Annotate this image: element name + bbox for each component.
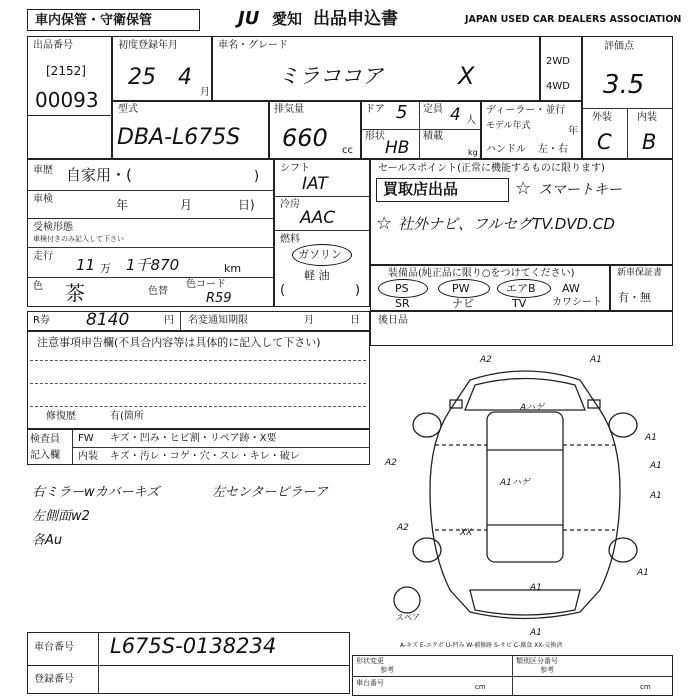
load-unit: kg bbox=[468, 148, 478, 157]
score-value: 3.5 bbox=[603, 70, 645, 100]
equipment-label: 装備品(純正品に限り○をつけてください) bbox=[388, 268, 575, 279]
note-a1-hage: A1ハゲ bbox=[500, 478, 530, 488]
sales-point-box bbox=[370, 159, 673, 265]
acceptance-label: 受検形態 bbox=[33, 222, 73, 233]
diagram-legend: A-キズ E-エクボ U-凹み W-補修跡 S-サビ C-腐食 XX-交換済 bbox=[400, 642, 563, 649]
wheel-front-right bbox=[609, 413, 637, 437]
mileage-unit: km bbox=[224, 262, 242, 275]
shift-value: IAT bbox=[302, 174, 328, 194]
sales-point-star-1: ☆ bbox=[515, 178, 532, 199]
history-close: ) bbox=[254, 169, 260, 184]
mark-7: A2 bbox=[397, 523, 409, 533]
mark-11: A1 bbox=[530, 628, 542, 638]
spare-tire bbox=[394, 587, 420, 613]
displacement-label: 排気量 bbox=[274, 104, 304, 115]
car-rear bbox=[470, 590, 580, 615]
displacement: 660 bbox=[282, 124, 328, 152]
body-value: HB bbox=[385, 138, 410, 158]
wheel-rear-right bbox=[609, 538, 637, 562]
sales-point-star-2: ☆ bbox=[376, 213, 393, 234]
mark-2: A1 bbox=[590, 355, 602, 365]
capacity-value: 4 bbox=[450, 105, 461, 125]
interior-score: B bbox=[642, 130, 657, 154]
cm-unit-1: cm bbox=[475, 683, 486, 691]
exterior-label: 外装 bbox=[592, 112, 612, 123]
fuel-paren-right: ) bbox=[355, 283, 361, 298]
lot-label: 出品番号 bbox=[33, 40, 73, 51]
color-value: 茶 bbox=[65, 281, 85, 305]
storage-label: 車内保管・守衛保管 bbox=[35, 13, 153, 28]
cooling-label: 冷房 bbox=[280, 199, 300, 210]
interior-check-items: キズ・汚レ・コゲ・穴・スレ・キレ・破レ bbox=[110, 451, 300, 462]
handle-label: ハンドル bbox=[486, 144, 526, 155]
after-day-box bbox=[370, 311, 673, 346]
fuel-diesel: 軽 油 bbox=[304, 269, 330, 282]
acceptance-sub: 車検付きのみ記入して下さい bbox=[33, 235, 124, 243]
mark-6: A1 bbox=[650, 491, 662, 501]
mileage-man-unit: 万 bbox=[100, 262, 111, 275]
deadline-day: 日 bbox=[350, 315, 360, 326]
body-label: 形状 bbox=[365, 131, 385, 142]
color-label: 色 bbox=[33, 281, 43, 292]
lot-number: 00093 bbox=[35, 88, 99, 112]
deadline-label: 名変通知期限 bbox=[188, 315, 248, 326]
mark-8: A1 bbox=[637, 568, 649, 578]
ju-logo: JU bbox=[238, 8, 260, 29]
handle-options: 左・右 bbox=[538, 144, 568, 155]
mark-10: A1 bbox=[530, 583, 542, 593]
model-code-label: 型式 bbox=[118, 104, 138, 115]
sales-point-buyer: 買取店出品 bbox=[383, 180, 459, 198]
handwritten-note-4: 各Au bbox=[32, 533, 63, 548]
recycle-unit: 円 bbox=[164, 315, 174, 326]
chassis-label: 車台番号 bbox=[34, 642, 74, 653]
chassis-change-label: 車台番号 bbox=[356, 679, 384, 687]
category-change-label: 類別区分番号 bbox=[516, 657, 558, 665]
repair-label: 修復歴 bbox=[46, 411, 76, 422]
exterior-score: C bbox=[597, 130, 612, 154]
inspection-month-unit: 月 bbox=[180, 198, 193, 212]
registration-year: 25 bbox=[128, 65, 156, 90]
score-label: 評価点 bbox=[604, 41, 634, 52]
equip-pw: PW bbox=[452, 282, 470, 295]
inspection-label: 車検 bbox=[33, 194, 53, 205]
note-a-hage: Aハゲ bbox=[520, 403, 545, 413]
equip-ps: PS bbox=[395, 282, 409, 295]
interior-label: 内装 bbox=[637, 112, 657, 123]
association-jp: 愛知 bbox=[272, 10, 303, 28]
drive-4wd: 4WD bbox=[546, 81, 570, 92]
wheel-rear-left bbox=[413, 538, 441, 562]
after-day-label: 後日品 bbox=[378, 315, 408, 326]
plate-box bbox=[27, 666, 350, 694]
form-change-ref: 参考 bbox=[380, 666, 394, 674]
cm-unit-2: cm bbox=[640, 683, 651, 691]
mark-9: XX bbox=[460, 528, 473, 538]
color-code: R59 bbox=[206, 291, 232, 306]
model-year-label: モデル年式 bbox=[486, 121, 531, 131]
recycle-label: R券 bbox=[33, 315, 50, 326]
dealer-label: ディーラー・並行 bbox=[486, 105, 566, 116]
capacity-label: 定員 bbox=[423, 104, 443, 115]
color-change-label: 色替 bbox=[148, 286, 168, 297]
handwritten-note-1: 右ミラーwカバーキズ bbox=[32, 485, 160, 500]
lot-stub bbox=[27, 116, 112, 159]
equip-tv: TV bbox=[512, 297, 527, 310]
history-label: 車歴 bbox=[33, 165, 53, 176]
inspection-year-unit: 年 bbox=[116, 198, 129, 212]
wheel-front-left bbox=[413, 413, 441, 437]
model-code: DBA-L675S bbox=[117, 125, 241, 150]
model-name: ミラココア bbox=[278, 64, 383, 88]
mark-3: A2 bbox=[385, 458, 397, 468]
inspection-day-unit: 日) bbox=[238, 198, 255, 212]
lot-sub-number: [2152] bbox=[46, 64, 86, 78]
deadline-month: 月 bbox=[304, 315, 314, 326]
capacity-unit: 人 bbox=[466, 115, 476, 126]
registration-label: 初度登録年月 bbox=[118, 40, 178, 51]
sales-point-line1: スマートキー bbox=[538, 182, 622, 198]
load-label: 積載 bbox=[423, 131, 443, 142]
notes-label: 注意事項申告欄(不具合内容等は具体的に記入して下さい) bbox=[37, 336, 321, 349]
displacement-unit: cc bbox=[342, 145, 353, 156]
association-en: JAPAN USED CAR DEALERS ASSOCIATION bbox=[465, 14, 682, 25]
repair-value: 有(箇所 bbox=[110, 411, 144, 422]
mileage-label: 走行 bbox=[33, 251, 53, 262]
fuel-gasoline: ガソリン bbox=[298, 248, 342, 261]
fw-label: FW bbox=[78, 433, 94, 444]
mileage-man: 11 bbox=[76, 256, 96, 274]
mileage-rest: 1千870 bbox=[126, 256, 180, 274]
cooling-value: AAC bbox=[300, 208, 336, 228]
inspector-label-2: 記入欄 bbox=[30, 450, 60, 461]
doors-value: 5 bbox=[396, 102, 408, 123]
recycle-value: 8140 bbox=[86, 310, 130, 330]
history-value: 自家用・( bbox=[66, 166, 132, 184]
fuel-ref: 参考 bbox=[540, 666, 554, 674]
model-grade: X bbox=[458, 62, 475, 90]
car-damage-diagram bbox=[375, 350, 673, 640]
drive-2wd: 2WD bbox=[546, 56, 570, 67]
sales-point-line2: 社外ナビ、フルセグTV.DVD.CD bbox=[398, 215, 615, 233]
spare-label: スペア bbox=[396, 613, 420, 622]
equip-kawaseat: カワシート bbox=[552, 297, 602, 308]
chassis-value: L675S-0138234 bbox=[110, 634, 277, 658]
equip-airbag: エアB bbox=[506, 282, 536, 295]
fw-items: キズ・凹み・ヒビ割・リペア跡・X要 bbox=[110, 433, 277, 444]
mark-4: A1 bbox=[645, 433, 657, 443]
registration-month-unit: 月 bbox=[200, 87, 210, 98]
sales-point-label: セールスポイント(正常に機能するものに限ります) bbox=[378, 163, 605, 174]
form-title: 出品申込書 bbox=[313, 9, 398, 29]
shift-label: シフト bbox=[280, 163, 310, 174]
year-unit: 年 bbox=[568, 126, 578, 137]
registration-month: 4 bbox=[178, 65, 192, 90]
form-change-label: 形状変更 bbox=[356, 657, 384, 665]
handwritten-note-3: 左側面w2 bbox=[32, 509, 90, 524]
doors-label: ドア bbox=[365, 104, 385, 115]
inspector-label-1: 検査員 bbox=[30, 434, 60, 445]
warranty-options: 有・無 bbox=[618, 291, 651, 304]
warranty-label: 新車保証書 bbox=[617, 268, 663, 278]
fuel-paren-left: ( bbox=[280, 283, 286, 298]
fuel-label: 燃料 bbox=[280, 234, 300, 245]
equip-sr: SR bbox=[395, 297, 410, 310]
mark-1: A2 bbox=[480, 355, 492, 365]
color-code-label: 色コード bbox=[186, 279, 226, 290]
equip-aw: AW bbox=[562, 282, 580, 295]
interior-check-label: 内装 bbox=[78, 451, 98, 462]
handwritten-note-2: 左センターピラーア bbox=[212, 485, 328, 500]
equip-navi: ナビ bbox=[452, 297, 474, 310]
model-name-label: 車名・グレード bbox=[218, 40, 288, 51]
mark-5: A1 bbox=[650, 461, 662, 471]
plate-label: 登録番号 bbox=[34, 674, 74, 685]
